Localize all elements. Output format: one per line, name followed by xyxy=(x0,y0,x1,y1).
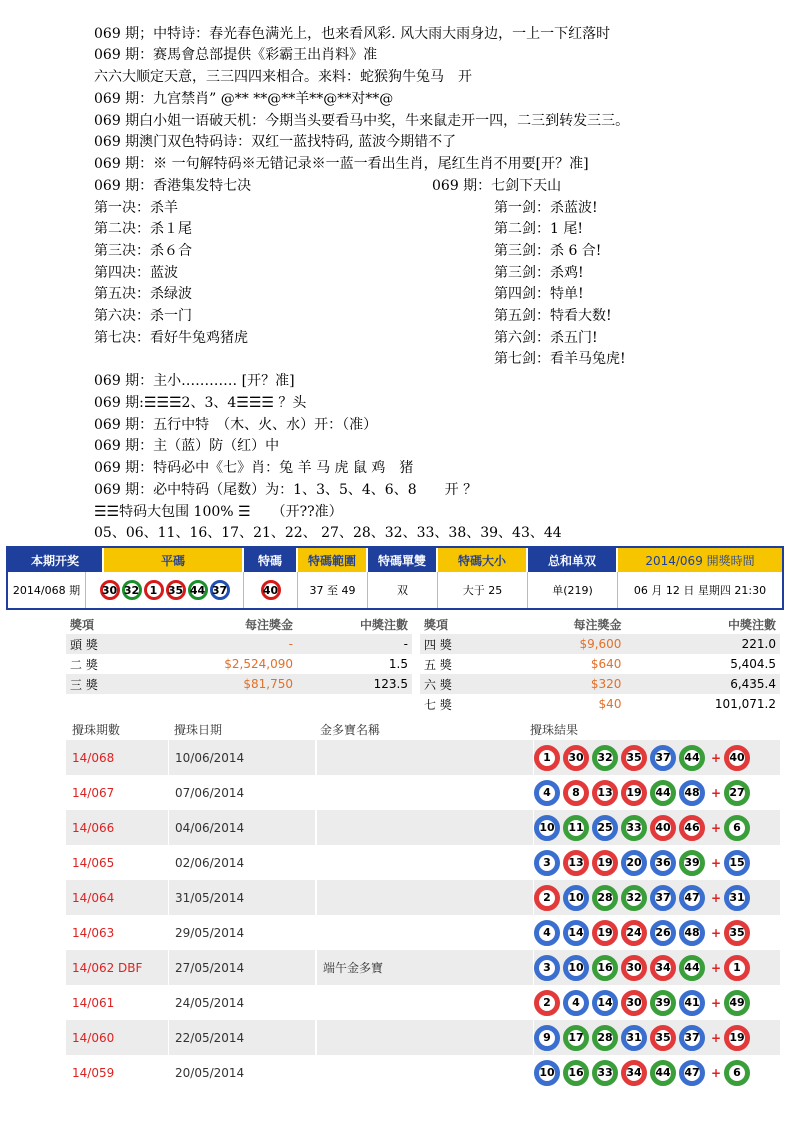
prize-count: 221.0 xyxy=(741,637,776,651)
ball-40: 40 xyxy=(650,815,676,841)
prize-amount: $81,750 xyxy=(243,677,293,691)
summary-header-row xyxy=(8,548,782,572)
time-value: 06 月 12 日 星期四 21:30 xyxy=(633,584,767,597)
ball-41: 41 xyxy=(679,990,705,1016)
text-line: 第七决：看好牛兔鸡猪虎 xyxy=(94,330,248,346)
text-line: 第三剑：杀鸡! xyxy=(494,265,584,281)
text-line: 069 期澳门双色特码诗：双红一蓝找特码, 蓝波今期错不了 xyxy=(94,134,457,150)
ball-33: 33 xyxy=(592,1060,618,1086)
draw-row xyxy=(66,810,780,845)
text-line: ☰☰特码大包围 100% ☰ （开??准） xyxy=(94,504,343,520)
ball-1: 1 xyxy=(724,955,750,981)
ball-19: 19 xyxy=(621,780,647,806)
jackpot-name xyxy=(316,880,534,915)
ball-27: 27 xyxy=(724,780,750,806)
size-value: 大于 25 xyxy=(438,572,528,608)
odd-even-value: 双 xyxy=(368,572,438,608)
ball-37: 37 xyxy=(210,580,230,600)
draw-balls xyxy=(534,885,780,911)
label-special-range: 特碼範圍 xyxy=(298,548,368,572)
ball-44: 44 xyxy=(679,745,705,771)
ball-9: 9 xyxy=(534,1025,560,1051)
range-value: 37 至 49 xyxy=(298,572,368,608)
text-line: 069 期；中特诗：春光春色满光上，也来看风彩. 风大雨大雨身边，一上一下红落时 xyxy=(94,26,611,42)
col-jackpot-name: 金多寶名稱 xyxy=(320,722,381,737)
ball-35: 35 xyxy=(166,580,186,600)
jackpot-name xyxy=(316,740,534,775)
draw-date: 04/06/2014 xyxy=(168,810,316,845)
prize-row xyxy=(420,654,780,674)
regular-balls xyxy=(86,572,244,608)
draw-balls xyxy=(534,1025,780,1051)
ball-44: 44 xyxy=(188,580,208,600)
ball-33: 33 xyxy=(621,815,647,841)
draw-summary-header xyxy=(6,546,784,610)
ball-34: 34 xyxy=(621,1060,647,1086)
label-next-draw-time: 2014/069 開獎時間 xyxy=(618,548,782,572)
label-special-number: 特碼 xyxy=(244,548,298,572)
jackpot-name xyxy=(316,985,534,1020)
draw-date: 02/06/2014 xyxy=(168,845,316,880)
ball-19: 19 xyxy=(592,920,618,946)
ball-30: 30 xyxy=(621,955,647,981)
ball-24: 24 xyxy=(621,920,647,946)
draw-results-header xyxy=(66,718,780,740)
draw-rows xyxy=(66,740,780,1090)
ball-2: 2 xyxy=(534,885,560,911)
prize-row xyxy=(420,634,780,654)
draw-balls xyxy=(534,780,780,806)
text-line: 069 期：香港集发特七决 xyxy=(94,178,252,194)
ball-31: 31 xyxy=(621,1025,647,1051)
ball-37: 37 xyxy=(679,1025,705,1051)
draw-date: 27/05/2014 xyxy=(168,950,316,985)
draw-id[interactable]: 14/064 xyxy=(72,890,115,905)
text-line: 069 期：主小………… [开？准] xyxy=(94,373,295,389)
ball-46: 46 xyxy=(679,815,705,841)
ball-40: 40 xyxy=(724,745,750,771)
sum-value: 单(219) xyxy=(528,572,618,608)
text-line: 第三剑：杀 6 合! xyxy=(494,243,602,259)
prize-header: 中獎注數 xyxy=(727,617,776,632)
text-line: 第五决：杀绿波 xyxy=(94,286,192,302)
ball-14: 14 xyxy=(563,920,589,946)
draw-balls xyxy=(534,990,780,1016)
draw-row xyxy=(66,1055,780,1090)
text-line: 第四决：蓝波 xyxy=(94,265,178,281)
ball-30: 30 xyxy=(621,990,647,1016)
prize-row xyxy=(420,674,780,694)
ball-17: 17 xyxy=(563,1025,589,1051)
ball-19: 19 xyxy=(724,1025,750,1051)
draw-date: 31/05/2014 xyxy=(168,880,316,915)
ball-14: 14 xyxy=(592,990,618,1016)
ball-47: 47 xyxy=(679,1060,705,1086)
plus-icon: + xyxy=(710,925,722,940)
jackpot-name xyxy=(316,1055,534,1090)
draw-id[interactable]: 14/063 xyxy=(72,925,115,940)
ball-48: 48 xyxy=(679,780,705,806)
ball-16: 16 xyxy=(592,955,618,981)
draw-balls xyxy=(534,920,780,946)
ball-8: 8 xyxy=(563,780,589,806)
draw-id[interactable]: 14/060 xyxy=(72,1030,115,1045)
ball-4: 4 xyxy=(563,990,589,1016)
plus-icon: + xyxy=(710,890,722,905)
ball-25: 25 xyxy=(592,815,618,841)
prize-name: 二 獎 xyxy=(70,657,98,672)
ball-3: 3 xyxy=(534,850,560,876)
ball-35: 35 xyxy=(724,920,750,946)
ball-48: 48 xyxy=(679,920,705,946)
prize-amount: $40 xyxy=(598,697,622,711)
ball-28: 28 xyxy=(592,1025,618,1051)
ball-40: 40 xyxy=(261,580,281,600)
text-line: 第七剑：看羊马兔虎! xyxy=(494,351,626,367)
prize-amount: $2,524,090 xyxy=(224,657,293,671)
prize-count: 101,071.2 xyxy=(714,697,776,711)
draw-date: 10/06/2014 xyxy=(168,740,316,775)
ball-10: 10 xyxy=(563,885,589,911)
plus-icon: + xyxy=(710,1065,722,1080)
text-line: 069 期：九宫禁肖” @** **@**羊**@**对**@ xyxy=(94,91,394,107)
ball-32: 32 xyxy=(621,885,647,911)
special-ball xyxy=(244,572,298,608)
text-line: 第六决：杀一门 xyxy=(94,308,192,324)
ball-26: 26 xyxy=(650,920,676,946)
plus-icon: + xyxy=(710,750,722,765)
ball-32: 32 xyxy=(592,745,618,771)
plus-icon: + xyxy=(710,785,722,800)
prize-row xyxy=(420,694,780,714)
text-line: 069 期：七剑下天山 xyxy=(432,178,562,194)
ball-47: 47 xyxy=(679,885,705,911)
prize-row xyxy=(66,674,412,694)
jackpot-name xyxy=(316,915,534,950)
text-line: 069 期：※ 一句解特码※无错记录※一蓝一看出生肖，尾红生肖不用要[开？准] xyxy=(94,156,589,172)
plus-icon: + xyxy=(710,855,722,870)
label-special-odd-even: 特碼單雙 xyxy=(368,548,438,572)
draw-id[interactable]: 14/067 xyxy=(72,785,115,800)
ball-36: 36 xyxy=(650,850,676,876)
ball-20: 20 xyxy=(621,850,647,876)
draw-id[interactable]: 14/065 xyxy=(72,855,115,870)
ball-6: 6 xyxy=(724,815,750,841)
draw-row xyxy=(66,950,780,985)
ball-13: 13 xyxy=(592,780,618,806)
prize-header: 每注獎金 xyxy=(573,617,622,632)
plus-icon: + xyxy=(710,960,722,975)
draw-balls xyxy=(534,1060,780,1086)
text-line: 第一剑：杀蓝波! xyxy=(494,200,598,216)
col-draw-result: 攪珠結果 xyxy=(530,722,579,737)
text-line: 05、06、11、16、17、21、22、 27、28、32、33、38、39、43、44 xyxy=(94,525,562,541)
text-line: 069 期：必中特码（尾数）为：1、3、5、4、6、8 开 ？ xyxy=(94,482,478,498)
text-line: 第三决：杀６合 xyxy=(94,243,192,259)
draw-results-table xyxy=(66,718,780,1090)
ball-15: 15 xyxy=(724,850,750,876)
ball-10: 10 xyxy=(563,955,589,981)
ball-39: 39 xyxy=(650,990,676,1016)
ball-3: 3 xyxy=(534,955,560,981)
ball-28: 28 xyxy=(592,885,618,911)
text-line: 第五剑：特看大数! xyxy=(494,308,612,324)
text-line: 第二剑：1 尾! xyxy=(494,221,583,237)
prize-row xyxy=(66,654,412,674)
ball-4: 4 xyxy=(534,780,560,806)
prize-amount: $320 xyxy=(590,677,622,691)
draw-date: 07/06/2014 xyxy=(168,775,316,810)
jackpot-name xyxy=(316,1020,534,1055)
ball-37: 37 xyxy=(650,745,676,771)
prize-name: 頭 獎 xyxy=(70,637,98,652)
ball-2: 2 xyxy=(534,990,560,1016)
text-line: 第四剑：特单! xyxy=(494,286,584,302)
ball-35: 35 xyxy=(650,1025,676,1051)
jackpot-name: 端午金多寶 xyxy=(316,950,534,985)
ball-10: 10 xyxy=(534,1060,560,1086)
draw-id[interactable]: 14/062 DBF xyxy=(72,960,143,975)
plus-icon: + xyxy=(710,995,722,1010)
draw-date: 29/05/2014 xyxy=(168,915,316,950)
draw-row xyxy=(66,985,780,1020)
draw-row xyxy=(66,880,780,915)
ball-30: 30 xyxy=(100,580,120,600)
text-line: 069 期：五行中特 （木、火、水）开：（准） xyxy=(94,417,378,433)
ball-34: 34 xyxy=(650,955,676,981)
text-line: 069 期：特码必中《七》肖：兔 羊 马 虎 鼠 鸡 猪 xyxy=(94,460,414,476)
jackpot-name xyxy=(316,775,534,810)
draw-row xyxy=(66,775,780,810)
ball-6: 6 xyxy=(724,1060,750,1086)
prize-name: 三 獎 xyxy=(70,677,98,692)
ball-13: 13 xyxy=(563,850,589,876)
draw-balls xyxy=(534,745,780,771)
jackpot-name xyxy=(316,845,534,880)
ball-35: 35 xyxy=(621,745,647,771)
draw-row xyxy=(66,740,780,775)
plus-icon: + xyxy=(710,820,722,835)
prize-name: 七 獎 xyxy=(424,697,452,712)
ball-19: 19 xyxy=(592,850,618,876)
ball-1: 1 xyxy=(534,745,560,771)
draw-balls xyxy=(534,955,780,981)
draw-row xyxy=(66,915,780,950)
text-line: 069 期白小姐一语破天机：今期当头要看马中奖，牛来鼠走开一四，二三到转发三三。 xyxy=(94,113,630,129)
prize-amount: $9,600 xyxy=(579,637,622,651)
label-current-draw: 本期开奖 xyxy=(8,548,104,572)
ball-31: 31 xyxy=(724,885,750,911)
prize-count: 123.5 xyxy=(373,677,408,691)
text-line: 第一决：杀羊 xyxy=(94,200,178,216)
draw-date: 22/05/2014 xyxy=(168,1020,316,1055)
label-regular-numbers: 平碼 xyxy=(104,548,244,572)
text-line: 第二决：杀１尾 xyxy=(94,221,192,237)
col-draw-id: 攪珠期數 xyxy=(72,722,121,737)
prize-count: 5,404.5 xyxy=(730,657,776,671)
text-line: 第六剑：杀五门! xyxy=(494,330,598,346)
prize-table-left xyxy=(66,614,412,694)
ball-30: 30 xyxy=(563,745,589,771)
draw-id[interactable]: 14/066 xyxy=(72,820,115,835)
draw-row xyxy=(66,1020,780,1055)
prize-count: 1.5 xyxy=(388,657,408,671)
text-line: 069 期：主（蓝）防（红）中 xyxy=(94,438,280,454)
ball-44: 44 xyxy=(650,780,676,806)
period-value: 2014/068 期 xyxy=(8,572,86,608)
draw-balls xyxy=(534,815,780,841)
prize-header: 獎項 xyxy=(70,617,95,632)
prize-table-right xyxy=(420,614,780,714)
label-special-size: 特碼大小 xyxy=(438,548,528,572)
draw-date: 20/05/2014 xyxy=(168,1055,316,1090)
prize-amount: - xyxy=(288,637,293,651)
ball-32: 32 xyxy=(122,580,142,600)
col-draw-date: 攪珠日期 xyxy=(174,722,223,737)
ball-49: 49 xyxy=(724,990,750,1016)
plus-icon: + xyxy=(710,1030,722,1045)
prize-name: 四 獎 xyxy=(424,637,452,652)
ball-16: 16 xyxy=(563,1060,589,1086)
prize-header: 每注獎金 xyxy=(244,617,293,632)
label-sum-odd-even: 总和单双 xyxy=(528,548,618,572)
prize-header: 中獎注數 xyxy=(359,617,408,632)
ball-4: 4 xyxy=(534,920,560,946)
draw-date: 24/05/2014 xyxy=(168,985,316,1020)
prize-count: - xyxy=(403,637,408,651)
prize-row xyxy=(66,634,412,654)
prize-header: 獎項 xyxy=(424,617,449,632)
prize-name: 六 獎 xyxy=(424,677,452,692)
text-line: 069 期:☰☰☰2、3、4☰☰☰ ？头 xyxy=(94,395,307,411)
draw-id[interactable]: 14/059 xyxy=(72,1065,115,1080)
draw-balls xyxy=(534,850,780,876)
prize-count: 6,435.4 xyxy=(730,677,776,691)
ball-10: 10 xyxy=(534,815,560,841)
jackpot-name xyxy=(316,810,534,845)
ball-1: 1 xyxy=(144,580,164,600)
ball-11: 11 xyxy=(563,815,589,841)
ball-39: 39 xyxy=(679,850,705,876)
text-line: 六六大顺定天意，三三四四来相合。来料：蛇猴狗牛兔马 开 xyxy=(94,69,472,85)
ball-37: 37 xyxy=(650,885,676,911)
ball-44: 44 xyxy=(650,1060,676,1086)
prize-amount: $640 xyxy=(590,657,622,671)
text-line: 069 期：赛馬會总部提供《彩霸王出肖料》准 xyxy=(94,47,378,63)
draw-id[interactable]: 14/068 xyxy=(72,750,115,765)
summary-value-row xyxy=(8,572,782,608)
prize-name: 五 獎 xyxy=(424,657,452,672)
draw-row xyxy=(66,845,780,880)
draw-id[interactable]: 14/061 xyxy=(72,995,115,1010)
ball-44: 44 xyxy=(679,955,705,981)
